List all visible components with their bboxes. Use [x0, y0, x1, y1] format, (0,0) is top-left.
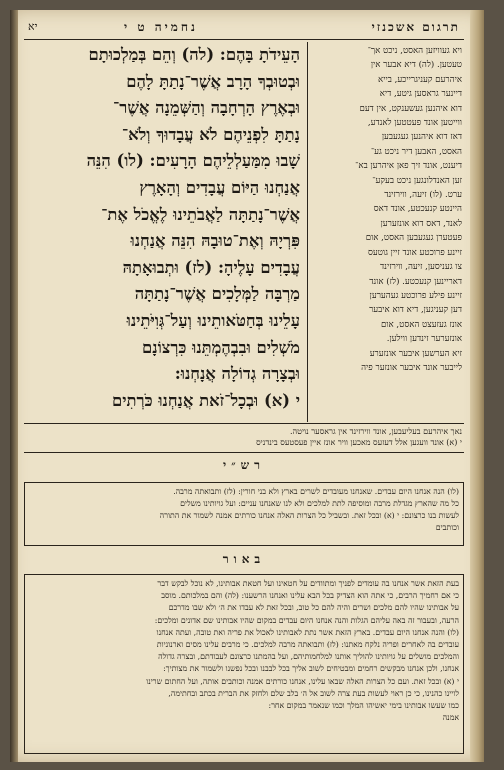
targum-text-line: דאריינען קנעכטע. (לז) אונד: [369, 276, 462, 287]
targum-text-line: פעטערן געגעבען האסט, אום: [365, 233, 462, 244]
targum-text-line: איהרעם קעניגרייכע, בייא: [378, 74, 462, 85]
targum-text-line: אונזערער זינדען ווילען.: [386, 334, 462, 345]
hebrew-text-line: וּבְצָרָה גְדוֹלָה אֲנָחְנוּ:: [174, 364, 300, 384]
biur-line: על אבותינו שהיו להם מלכים ושרים והיה להם כל טוב, ובכל זאת לא עבדו את ה׳ ולא שבו מדרכם: [168, 603, 459, 613]
targum-text-line: זען האנדלונגען ניכט בעקע־: [372, 175, 462, 186]
hebrew-text-line: מֹשְׁלִים וּבִבְהֶמְתֵּנוּ כִּרְצוֹנָם: [142, 337, 300, 357]
targum-text-line: אונז געזעצט האסט, אום: [380, 319, 462, 330]
biur-line: בעת הזאת אשר אנחנו בה עומדים לפניך ומתוודים על חטאינו ועל חטאת אבותינו, לא נוכל לבקש דבר: [157, 579, 459, 588]
rashi-line: (לו) הנה אנחנו היום עבדים. שאנחנו מעובדים לשרים בארץ ולא בני חורין: (לז) ותבואתה מרבה.: [173, 487, 459, 496]
hebrew-text-line: עָלֵינוּ בְּחַטֹּאותֵינוּ וְעַל־גְּוִיֹּתֵינוּ: [126, 310, 300, 330]
hebrew-text-line: אֲשֶׁר־נָתַתָּה לַאֲבֹתֵינוּ לֶאֱכֹל אֶת־: [101, 204, 300, 224]
rashi-top-rule: [24, 452, 464, 453]
targum-text-line: ערט. (לו) זיעה, ווירזינד: [384, 190, 462, 201]
targum-continuation: [26, 426, 462, 448]
hebrew-text-line: פִּרְיָהּ וְאֶת־טוּבָהּ הִנֵּה אֲנַחְנוּ: [130, 231, 300, 251]
targum-text-line: דיענט, אונד זיך פאן איהרען בא־: [355, 161, 462, 172]
book-title: נחמיה ט י: [124, 20, 198, 34]
rashi-title: רש״י: [222, 458, 266, 472]
biur-line: אנחנו, ולכן אנחנו מבקשים רחמים ומבטיחים לשוב אליך בכל לבבנו ובכל נפשנו ולשמור את מצותיך:: [163, 664, 459, 674]
column-divider: [307, 42, 308, 422]
biur-line: (לו) והנה אנחנו היום עבדים. בארץ הזאת אשר נתת לאבותינו לאכול את פריה ואת טובה, ועתה אנחנו: [156, 627, 459, 637]
rashi-commentary-box: [24, 482, 464, 546]
biur-line: עובדים בה לאחרים ופריה נלקח מאתנו: (לז) ותבואתה מרבה למלכים. כי מרבים עלינו מסים וארנוניות: [156, 640, 459, 650]
hebrew-text-line: הָעֵידֹתָ בָּהֶם: (לה) וְהֵם בְּמַלְכוּתָם: [88, 45, 300, 64]
rashi-line: וכותבים: [435, 523, 459, 532]
targum-title: תרגום אשכנזי: [371, 20, 460, 34]
hebrew-text-line: י (א) וּבְכָל־זֹאת אֲנַחְנוּ כֹּרְתִים: [112, 390, 300, 410]
running-header: [24, 18, 464, 38]
biur-line: כמו שעשו אבותינו בימי יאשיהו המלך וכמו שנאמר במקום אחר:: [268, 701, 459, 711]
targum-continuation-line: י (א) אונד וועגען אלל דעזעס מאכען וויר אונז איין פעסטעס בינדניס: [256, 438, 462, 447]
targum-text-line: היינטע קנעכטע, אונד דאס: [373, 204, 462, 215]
rashi-line: כל מה שהארץ מגדלת מרבה ומוסיפה לתת למלכים ולא לנו שאנחנו עניים: ועל גויותינו משלים: [180, 499, 459, 508]
targum-text-line: טעטען. (לה) דיא אבער אין: [370, 60, 462, 71]
page-left-shadow: [10, 10, 18, 762]
targum-text-line: דיינער גראסען גיטע, דיא: [379, 89, 462, 100]
page-content: [24, 18, 464, 754]
biur-line: אמנה: [442, 713, 459, 723]
hebrew-text-line: וּבְטוּבְךָ הָרָב אֲשֶׁר־נָתַתָּ לָהֶם: [126, 71, 300, 91]
rashi-line: לעשות בנו כרצונם: י (א) ובכל זאת. ובשביל כל הצרות האלה אנחנו כורתים אמנה לשמור את התורה: [159, 511, 459, 520]
targum-text-line: ווייטען אונד פעטטען לאנדע,: [367, 118, 462, 129]
targum-text-line: זיינע פילע פרוכטע געהערען: [369, 290, 462, 301]
targum-text-line: דען קעניגען, דיא דוא איבער: [369, 305, 462, 316]
hebrew-text-line: עֲבָדִים עָלֶיהָ: (לז) וּתְבוּאָתָהּ: [122, 257, 300, 277]
book-spine: [470, 10, 484, 762]
targum-text-line: לייבער אונד איבער אונזער פיה: [361, 362, 462, 373]
targum-text-line: לאנד, דאס דוא אונזערען: [380, 218, 462, 229]
page-number: יא: [28, 20, 38, 33]
biur-line: והמלכים מושלים על גויותינו להוליך אותנו למלחמותיהם, ועל בהמתנו כרצונם לעבודתם, ובצרה גדולה: [158, 652, 459, 662]
hebrew-text-line: שָׁבוּ מִמַּעַלְלֵיהֶם הָרָעִים: (לו) הִנֵּה: [86, 151, 300, 171]
header-rule: [24, 39, 464, 40]
hebrew-text-line: נָתַתָּ לִפְנֵיהֶם לֹא עֲבָדוּךָ וְלֹא־: [121, 124, 300, 144]
biur-line: הרעה, ובעבור זה באה עליהם הגלות והנה אנחנו היום עבדים במקום שהיו אבותינו שם אדונים ומלכים:: [154, 615, 459, 625]
hebrew-text-line: וּבְאֶרֶץ הָרְחָבָה וְהַשְּׁמֵנָה אֲשֶׁר־: [113, 98, 300, 118]
biur-commentary-box: [24, 574, 464, 754]
targum-text-line: דוא איהנען געשענקט, אין דעם: [359, 103, 462, 114]
targum-column: [312, 44, 462, 420]
hebrew-text-column: [26, 42, 300, 422]
hebrew-text-line: מַרְבָּה לַמְּלָכִים אֲשֶׁר־נָתַתָּה: [134, 284, 300, 304]
targum-text-line: האסט, האבען דיר ניכט גע־: [370, 146, 462, 157]
targum-text-line: זיינע פרוכטע אונד זיין גוטעס: [367, 247, 462, 258]
targum-text-line: צו געניסען, זיעה, ווירזינד: [380, 262, 462, 273]
biur-line: כי אם רחמיך הרבים, כי אתה הוא הצדיק בכל הבא עלינו ואנחנו הרשענו: (לה) והם במלכותם. מוסב: [161, 591, 459, 601]
main-text-rule: [24, 423, 464, 424]
biur-line: לויינו כהנינו, כי כן ראוי לעשות בעת צרה לשוב אל ה׳ בלב שלם ולחזק את הברית בכתב ובחתימה,: [168, 688, 459, 698]
targum-text-line: זיא הערשען איבער אונזערע: [369, 348, 462, 359]
biur-title: באור: [222, 552, 266, 566]
book-page: [10, 10, 484, 762]
biur-line: י (א) ובכל זאת. ועם כל הצרות האלה שבאו עלינו, אנחנו כורתים אמנה וכותבים אותה, ועל החתום שרינו: [146, 676, 459, 686]
targum-text-line: דאז דוא איהנען געגעבען: [381, 132, 462, 143]
targum-continuation-line: נאך איהרעם בעליעבען, אונד ווירזינד אין גראסער נויטה.: [289, 427, 462, 436]
hebrew-text-line: אֲנַחְנוּ הַיּוֹם עֲבָדִים וְהָאָרֶץ: [139, 177, 300, 197]
targum-text-line: ויא געוויזען האסט, ניכט אך־: [367, 46, 462, 56]
